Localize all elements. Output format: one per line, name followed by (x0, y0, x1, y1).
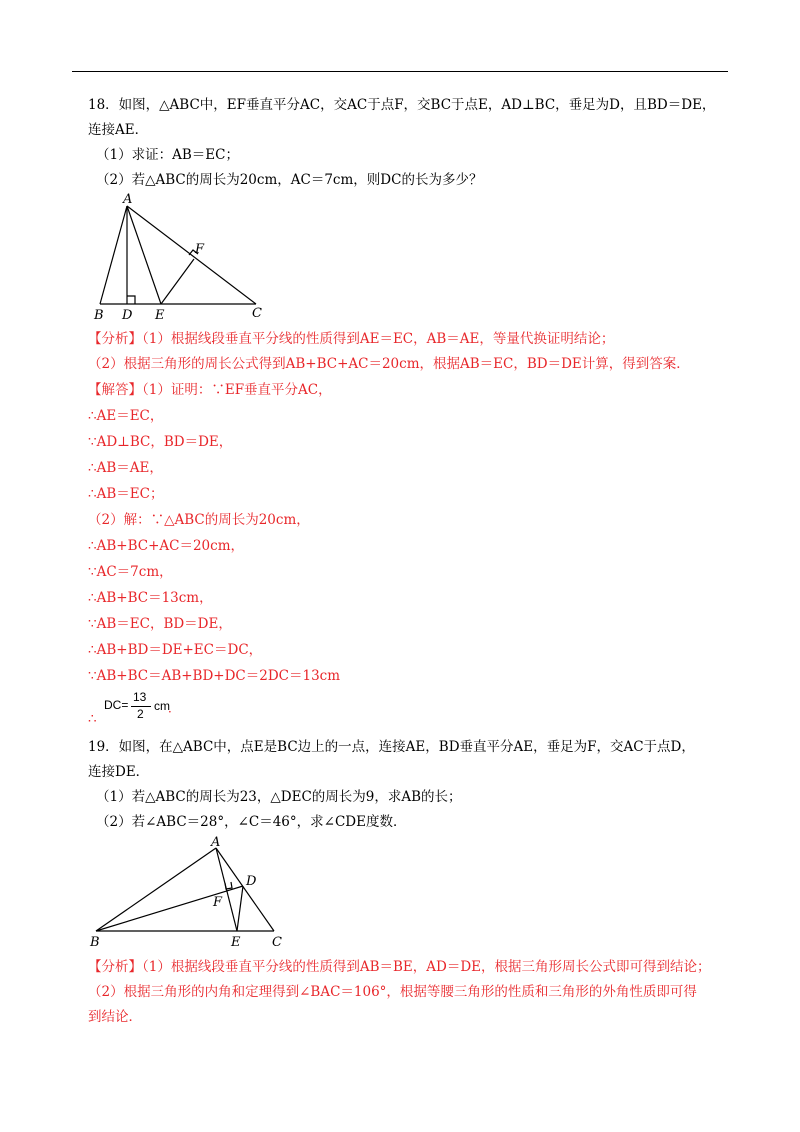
q18-label-b: B (94, 308, 104, 323)
q18-final-denominator: 2 (137, 707, 144, 721)
q19-part2: （2）若∠ABC＝28°，∠C＝46°，求∠CDE度数． (96, 814, 407, 830)
q18-solution-line: ∴AB+BC+AC＝20cm， (88, 538, 245, 554)
q18-solution-line: ∵AB+BC＝AB+BD+DC＝2DC＝13cm (88, 668, 341, 684)
q18-stem-line1: 18．如图，△ABC中，EF垂直平分AC，交AC于点F，交BC于点E，AD⊥BC，垂足为D，且BD＝DE， (88, 97, 716, 113)
q18-segment-ae (127, 206, 161, 304)
q18-final-answer (104, 690, 184, 724)
q18-segment-ef (161, 259, 194, 304)
q19-segment-ac (216, 848, 274, 931)
header-rule (72, 71, 728, 72)
q18-solution-line: ∴AE＝EC， (88, 408, 164, 424)
q18-solution-line: ∴AB+BD＝DE+EC＝DC， (88, 642, 263, 658)
q19-analysis-line1: 【分析】（1）根据线段垂直平分线的性质得到AB＝BE，AD＝DE，根据三角形周长公式即可得到结论； (88, 959, 711, 975)
q18-therefore-symbol: ∴ (88, 711, 97, 727)
q19-label-a: A (211, 835, 221, 850)
q18-solution-line: 【解答】（1）证明：∵EF垂直平分AC， (88, 382, 332, 398)
q19-segment-ab (96, 848, 216, 931)
q19-label-c: C (272, 935, 282, 950)
q18-final-lhs: DC= (104, 698, 129, 712)
q18-solution-line: ∴AB+BC＝13cm， (88, 590, 213, 606)
q18-triangle-figure (88, 192, 278, 324)
q18-solution-line: ∵AD⊥BC，BD＝DE， (88, 434, 233, 450)
q18-analysis-line2: （2）根据三角形的周长公式得到AB+BC+AC＝20cm，根据AB＝EC，BD＝DE计算，得到答案． (88, 356, 690, 372)
q18-solution-line: ∵AB＝EC，BD＝DE， (88, 616, 232, 632)
q19-analysis-line3: 到结论． (88, 1009, 142, 1025)
q18-segment-ac (127, 206, 256, 304)
q19-triangle-figure (86, 834, 292, 952)
q19-label-e: E (231, 935, 241, 950)
q18-solution-line: ∵AC＝7cm， (88, 564, 173, 580)
q18-analysis-line1: 【分析】（1）根据线段垂直平分线的性质得到AE＝EC，AB＝AE，等量代换证明结论； (88, 331, 615, 347)
q19-label-d: D (246, 874, 257, 889)
q18-solution-line: ∴AB＝AE， (88, 460, 163, 476)
q19-analysis-line2: （2）根据三角形的内角和定理得到∠BAC＝106°，根据等腰三角形的性质和三角形的外角性质即可得 (88, 984, 697, 1000)
q19-stem-line2: 连接DE． (88, 764, 150, 780)
q18-part2: （2）若△ABC的周长为20cm，AC＝7cm，则DC的长为多少？ (96, 172, 483, 188)
q19-part1: （1）若△ABC的周长为23，△DEC的周长为9，求AB的长； (96, 789, 462, 805)
q18-final-unit: cm (154, 699, 170, 713)
q18-label-f: F (195, 242, 205, 257)
q19-segment-de (237, 886, 243, 931)
q18-label-c: C (252, 306, 262, 321)
q18-solution-line: （2）解：∵△ABC的周长为20cm， (88, 512, 310, 528)
q18-stem-line2: 连接AE． (88, 122, 149, 138)
q18-label-e: E (155, 308, 165, 323)
q18-solution-line: ∴AB＝EC； (88, 486, 164, 502)
q18-right-angle-d (127, 296, 135, 304)
q18-segment-ab (100, 206, 127, 304)
q19-label-f: F (213, 895, 223, 910)
q18-final-period: ． (168, 701, 181, 715)
q18-label-d: D (122, 308, 133, 323)
q18-part1: （1）求证：AB＝EC； (96, 147, 239, 163)
q18-final-numerator: 13 (133, 690, 147, 704)
q18-label-a: A (123, 192, 133, 207)
q19-stem-line1: 19．如图，在△ABC中，点E是BC边上的一点，连接AE，BD垂直平分AE，垂足为F，交AC于点D， (88, 739, 695, 755)
q19-label-b: B (90, 935, 100, 950)
